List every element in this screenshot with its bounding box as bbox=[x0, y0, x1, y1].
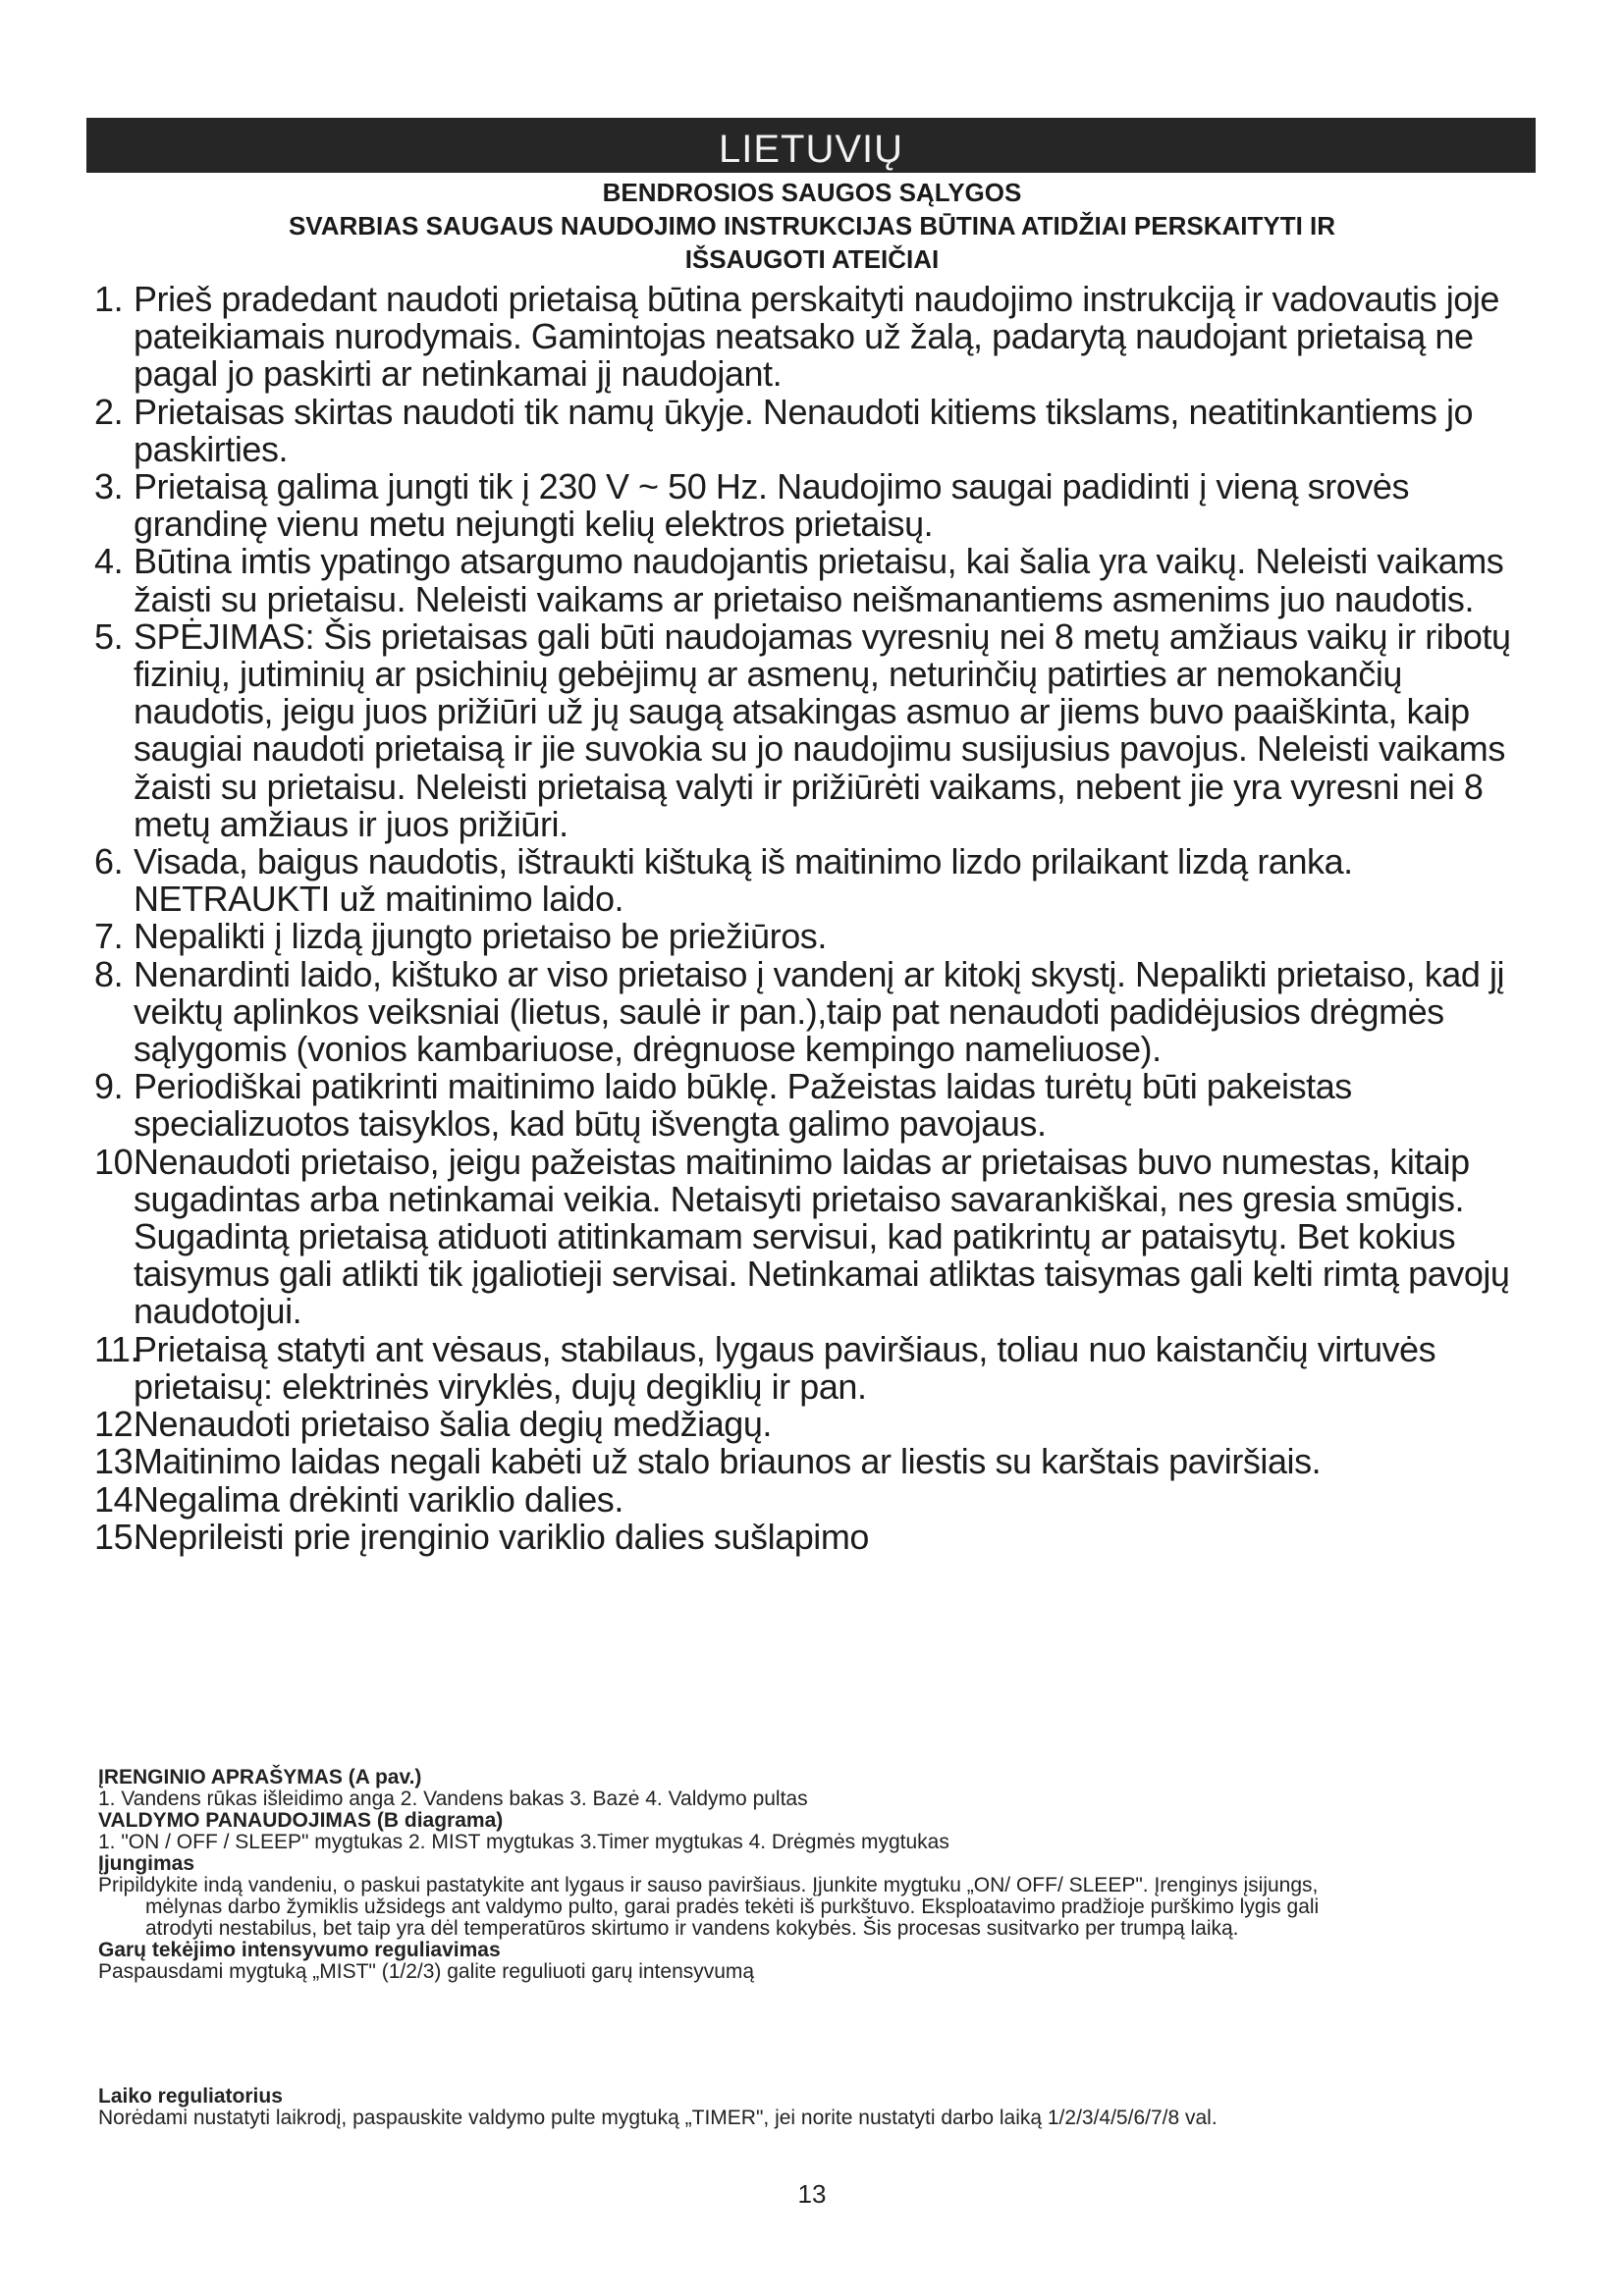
language-header: LIETUVIŲ bbox=[86, 118, 1536, 173]
list-item bbox=[94, 281, 1538, 394]
list-item bbox=[94, 843, 1538, 918]
list-item-number: 5. bbox=[94, 615, 124, 657]
list-item bbox=[94, 1443, 1538, 1480]
section-title: BENDROSIOS SAUGOS SĄLYGOS bbox=[602, 178, 1022, 207]
section-subtitle-line2: IŠSAUGOTI ATEIČIAI bbox=[684, 244, 940, 274]
list-item-text: Prietaisą statyti ant vėsaus, stabilaus, lygaus paviršiaus, toliau nuo kaistančių virtuvės prietaisų: elektrinės viryklės, dujų degiklių ir pan. bbox=[134, 1328, 1436, 1407]
switch-on-text-line1: Pripildykite indą vandeniu, o paskui pastatykite ant lygaus ir sauso paviršiaus. Įjunkite mygtuku „ON/ OFF/ SLEEP". Įrenginys įsijungs, bbox=[98, 1874, 1319, 1896]
list-item-number: 11. bbox=[94, 1328, 140, 1369]
list-item bbox=[94, 1516, 1538, 1557]
list-item bbox=[94, 468, 1538, 543]
list-item-number: 7. bbox=[94, 916, 124, 957]
switch-on-text-line2: mėlynas darbo žymiklis užsidegs ant valdymo pulto, garai pradės tekėti iš purkštuvo. Eksploatavimo pradžioje purškimo lygis gali bbox=[145, 1896, 1320, 1918]
list-item-text: Prietaisą galima jungti tik į 230 V ~ 50 Hz. Naudojimo saugai padidinti į vieną srovės grandinę vienu metu nejungti kelių elektros prietaisų. bbox=[134, 466, 1410, 545]
list-item bbox=[94, 953, 1538, 1070]
list-item-text: Prieš pradedant naudoti prietaisą būtina perskaityti naudojimo instrukciją ir vadovautis joje pateikiamais nurodymais. Gamintojas neatsako už žalą, padarytą naudojant prietaisą ne pagal jo paskirti ar netinkamai jį naudojant. bbox=[134, 279, 1499, 395]
list-item bbox=[94, 1478, 1538, 1520]
list-item-number: 4. bbox=[94, 541, 124, 582]
list-item-text: Nepalikti į lizdą įjungto prietaiso be priežiūros. bbox=[134, 916, 827, 957]
list-item-text: Nenaudoti prietaiso, jeigu pažeistas maitinimo laidas ar prietaisas buvo numestas, kitaip sugadintas arba netinkamai veikia. Netaisyti prietaiso savarankiškai, nes gresia smūgis. Sugadintą prietaisą atiduoti atitinkamam servisui, kad patikrintų ar pataisytų. Bet kokius taisymus gali atlikti tik įgaliotieji servisai. Netinkamai atliktas taisymas gali kelti rimtą pavojų naudotojui. bbox=[134, 1141, 1510, 1332]
list-item-number: 1. bbox=[94, 279, 124, 319]
list-item-number: 6. bbox=[94, 841, 124, 882]
list-item-text: SPĖJIMAS: Šis prietaisas gali būti naudojamas vyresnių nei 8 metų amžiaus vaikų ir ribotų fizinių, jutiminių ar psichinių gebėjimų ar asmenų, neturinčių patirties ar nemokančių naudotis, jeigu juos prižiūri už jų saugą atsakingas asmuo ar jiems buvo paaiškinta, kaip saugiai naudoti prietaisą ir jie suvokia su jo naudojimu susijusius pavojus. Neleisti vaikams žaisti su prietaisu. Neleisti prietaisą valyti ir prižiūrėti vaikams, nebent jie yra vyresni nei 8 metų amžiaus ir juos prižiūri. bbox=[134, 615, 1511, 844]
control-usage-title: VALDYMO PANAUDOJIMAS (B diagrama) bbox=[98, 1809, 504, 1832]
list-item-text: Maitinimo laidas negali kabėti už stalo briaunos ar liestis su karštais paviršiais. bbox=[134, 1441, 1322, 1482]
list-item-number: 12. bbox=[94, 1404, 142, 1445]
list-item-text: Negalima drėkinti variklio dalies. bbox=[134, 1478, 623, 1520]
list-item bbox=[94, 918, 1538, 955]
list-item-text: Nenardinti laido, kištuko ar viso prietaiso į vandenį ar kitokį skystį. Nepalikti prietaiso, kad jį veiktų aplinkos veiksniai (lietus, saulė ir pan.),taip pat nenaudoti padidėjusios drėgmės sąlygomis (vonios kambariuose, drėgnuose kempingo nameliuose). bbox=[134, 953, 1505, 1070]
list-item-text: Periodiškai patikrinti maitinimo laido būklę. Pažeistas laidas turėtų būti pakeistas specializuotos taisyklos, kad būtų išvengta galimo pavojaus. bbox=[134, 1066, 1352, 1145]
list-item bbox=[94, 1068, 1538, 1143]
device-description-title: ĮRENGINIO APRAŠYMAS (A pav.) bbox=[98, 1766, 422, 1789]
list-item-text: Prietaisas skirtas naudoti tik namų ūkyje. Nenaudoti kitiems tikslams, neatitinkantiems jo paskirties. bbox=[134, 391, 1474, 469]
list-item-number: 14. bbox=[94, 1478, 142, 1520]
list-item-number: 8. bbox=[94, 953, 124, 994]
device-description-section bbox=[98, 1767, 1542, 1983]
section-subtitle-line1: SVARBIAS SAUGAUS NAUDOJIMO INSTRUKCIJAS BŪTINA ATIDŽIAI PERSKAITYTI IR bbox=[288, 211, 1336, 240]
list-item-number: 15. bbox=[94, 1516, 142, 1557]
list-item bbox=[94, 1328, 1538, 1407]
list-item bbox=[94, 1406, 1538, 1443]
list-item bbox=[94, 391, 1538, 469]
switch-on-title: Įjungimas bbox=[98, 1852, 195, 1875]
timer-section bbox=[98, 2086, 1542, 2129]
steam-intensity-title: Garų tekėjimo intensyvumo reguliavimas bbox=[98, 1939, 501, 1961]
list-item bbox=[94, 1141, 1538, 1332]
list-item-text: Būtina imtis ypatingo atsargumo naudojantis prietaisu, kai šalia yra vaikų. Neleisti vaikams žaisti su prietaisu. Neleisti vaikams ar prietaiso neišmanantiems asmenims juo naudotis. bbox=[134, 541, 1504, 619]
control-usage-text: 1. "ON / OFF / SLEEP" mygtukas 2. MIST mygtukas 3.Timer mygtukas 4. Drėgmės mygtukas bbox=[98, 1831, 949, 1853]
list-item-text: Nenaudoti prietaiso šalia degių medžiagų. bbox=[134, 1404, 772, 1445]
device-description-text: 1. Vandens rūkas išleidimo anga 2. Vandens bakas 3. Bazė 4. Valdymo pultas bbox=[98, 1788, 808, 1810]
page-number: 13 bbox=[797, 2179, 827, 2209]
list-item-number: 13. bbox=[94, 1441, 142, 1482]
list-item-number: 9. bbox=[94, 1066, 124, 1107]
list-item-number: 3. bbox=[94, 466, 124, 507]
list-item-number: 10. bbox=[94, 1141, 142, 1182]
list-item-text: Neprileisti prie įrenginio variklio dalies sušlapimo bbox=[134, 1516, 869, 1557]
list-item-number: 2. bbox=[94, 391, 124, 432]
switch-on-text-line3: atrodyti nestabilus, bet taip yra dėl temperatūros skirtumo ir vandens kokybės. Šis procesas susitvarko per trumpą laiką. bbox=[145, 1917, 1239, 1940]
list-item bbox=[94, 615, 1538, 844]
timer-text: Norėdami nustatyti laikrodį, paspauskite valdymo pulte mygtuką „TIMER", jei norite nustatyti darbo laiką 1/2/3/4/5/6/7/8 val. bbox=[98, 2107, 1218, 2129]
safety-rules-list bbox=[94, 281, 1538, 1556]
list-item bbox=[94, 543, 1538, 617]
list-item-text: Visada, baigus naudotis, ištraukti kištuką iš maitinimo lizdo prilaikant lizdą ranka. NETRAUKTI už maitinimo laido. bbox=[134, 841, 1353, 920]
steam-intensity-text: Paspausdami mygtuką „MIST" (1/2/3) galite reguliuoti garų intensyvumą bbox=[98, 1960, 755, 1983]
timer-title: Laiko reguliatorius bbox=[98, 2085, 283, 2108]
